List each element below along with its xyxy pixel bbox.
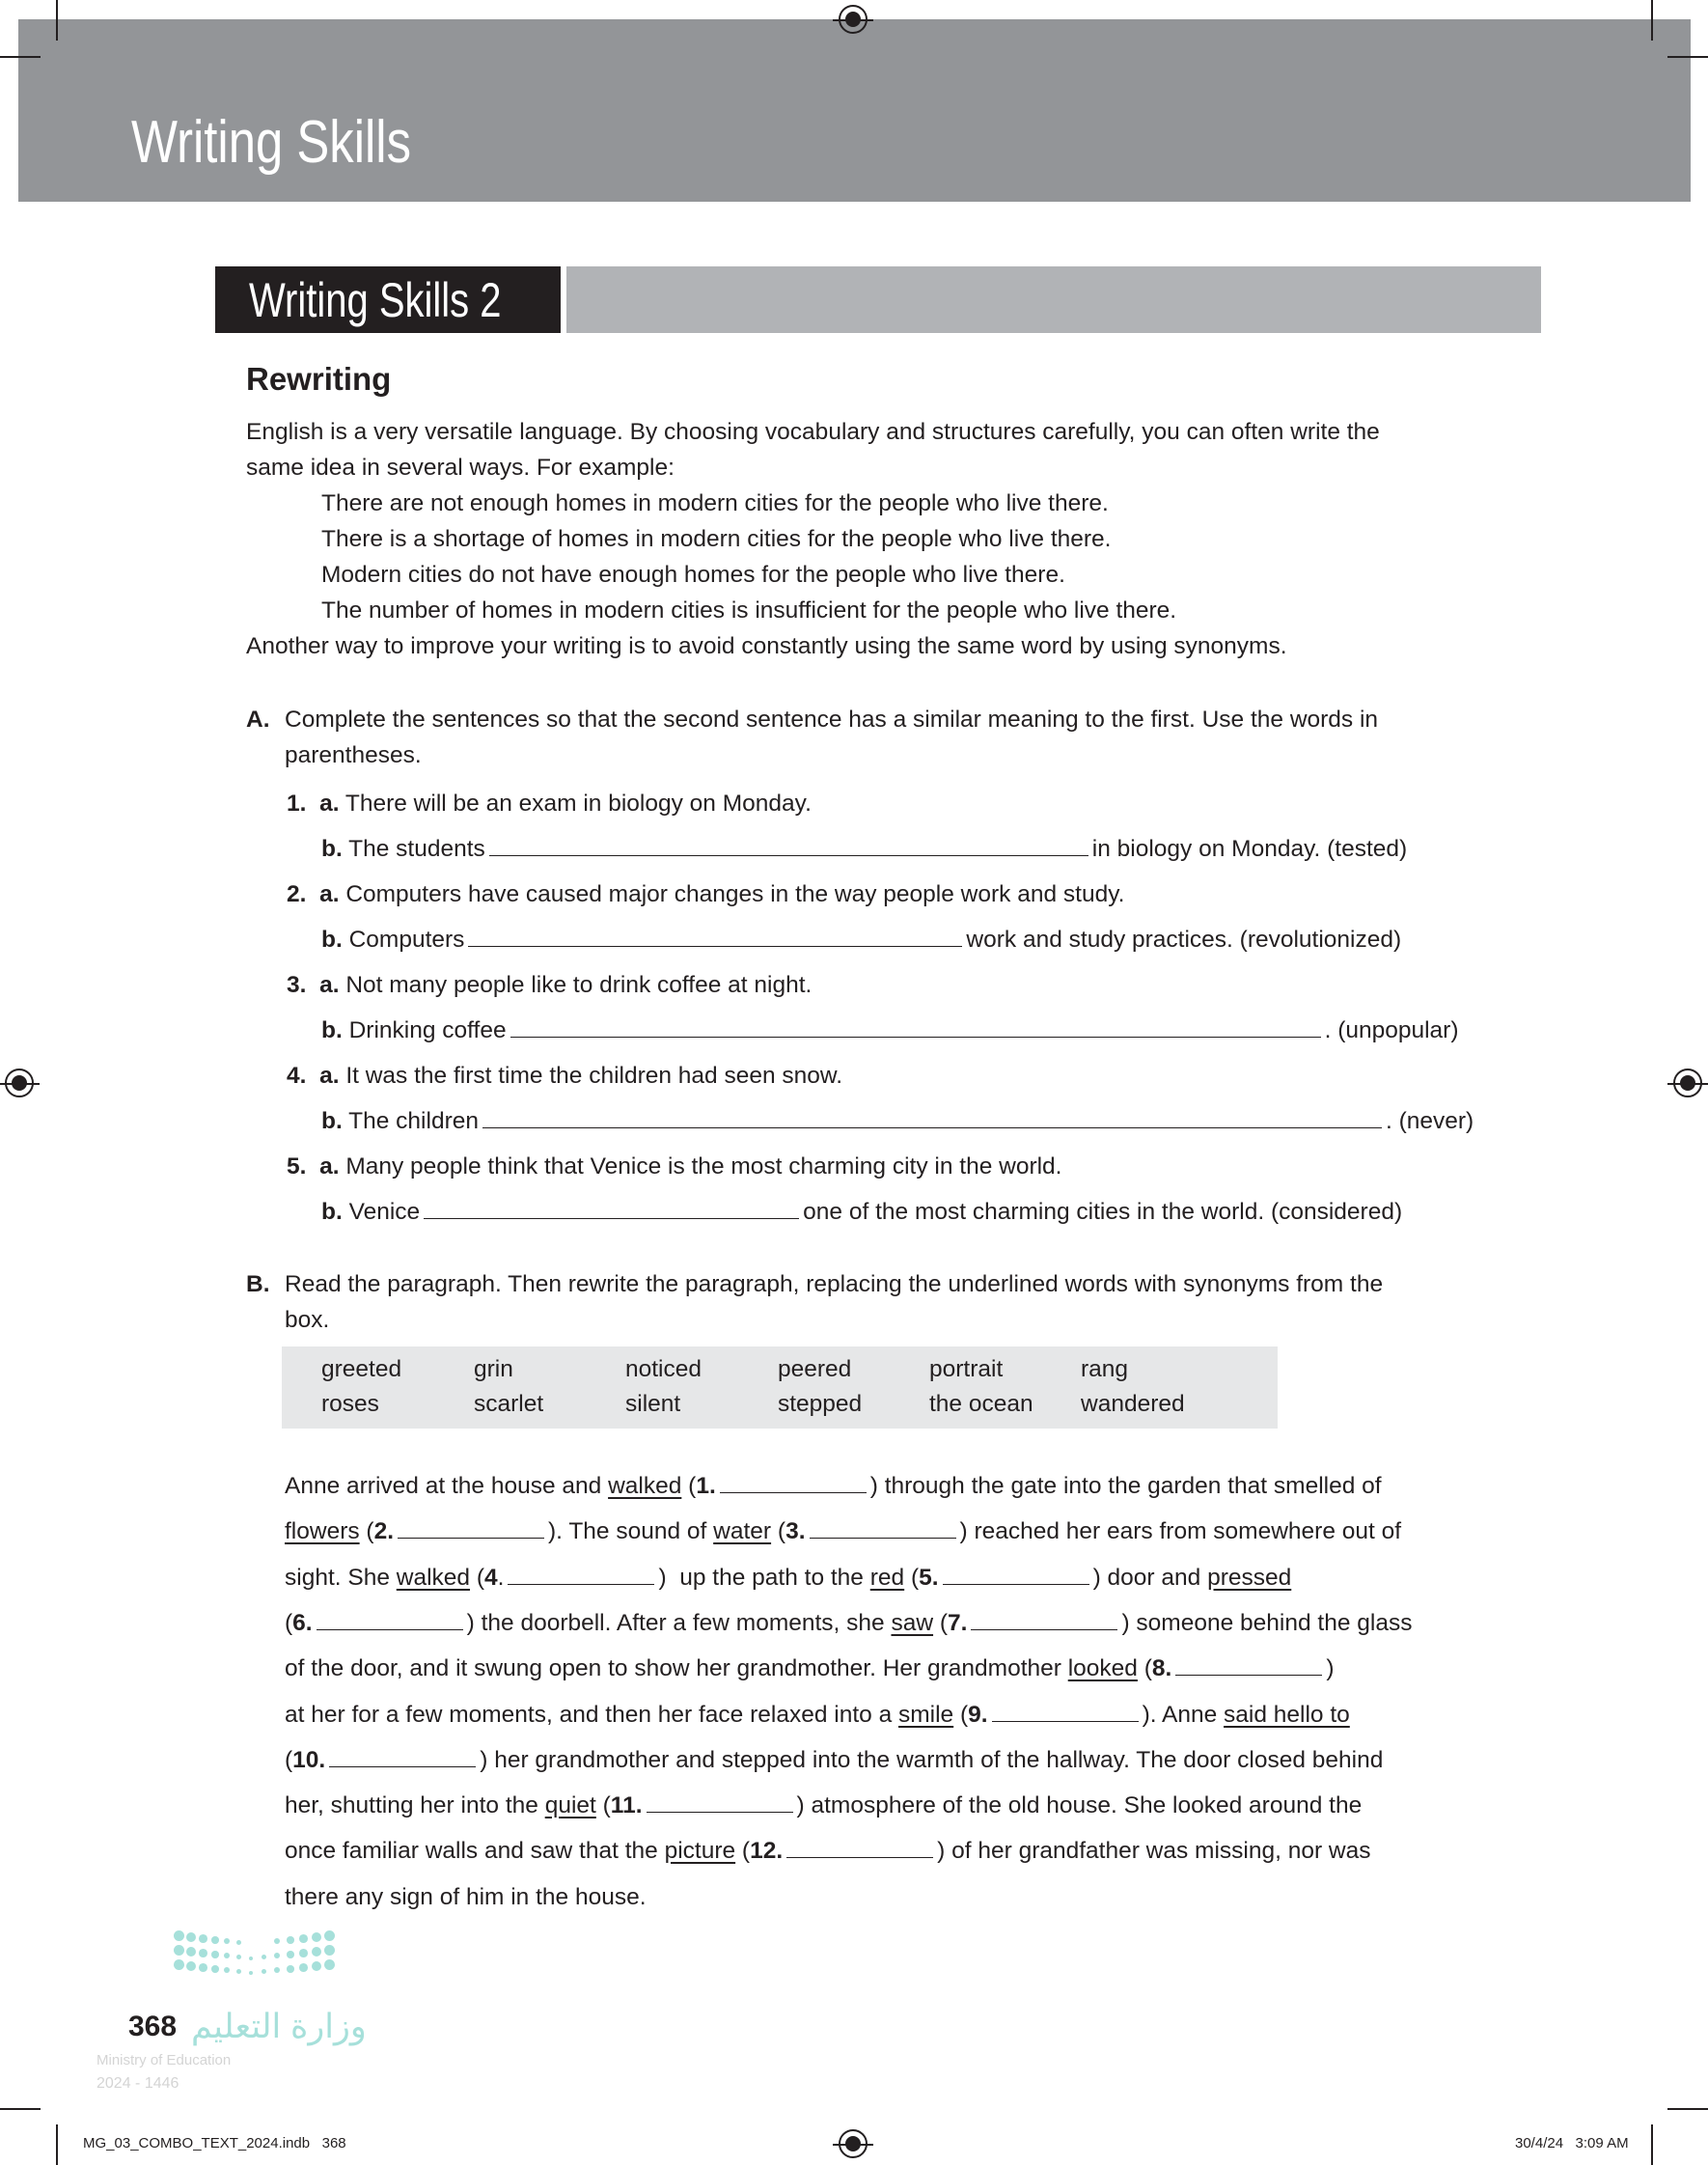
blank-number: 7. <box>948 1609 968 1636</box>
item-number: 1. <box>287 791 307 817</box>
logo-dot <box>174 1945 184 1956</box>
paragraph-line <box>285 1654 1335 1683</box>
paragraph-text: at her for a few moments, and then her face relaxed into a <box>285 1701 898 1728</box>
logo-dot <box>174 1930 184 1941</box>
logo-dot <box>262 1969 266 1974</box>
word-box-item: scarlet <box>474 1391 544 1417</box>
paragraph-text: ) of her grandfather was missing, nor was <box>937 1838 1371 1865</box>
logo-dot <box>186 1932 196 1942</box>
paragraph-line <box>285 1564 1291 1593</box>
example-sentence: Modern cities do not have enough homes for the people who live there. <box>321 562 1065 588</box>
underlined-word: walked <box>396 1564 471 1591</box>
word-box-item: roses <box>321 1391 379 1417</box>
logo-year: 2024 - 1446 <box>96 2075 179 2092</box>
answer-blank[interactable] <box>510 1016 1321 1038</box>
label-a: a. <box>319 881 340 907</box>
blank-number: 1. <box>696 1473 716 1499</box>
item-number: 5. <box>287 1153 307 1180</box>
paragraph-line <box>285 1791 1362 1820</box>
crop-mark <box>1667 56 1708 58</box>
item-line-a <box>287 971 812 1000</box>
logo-dot <box>174 1959 184 1970</box>
paragraph-text: once familiar walls and saw that the <box>285 1838 665 1865</box>
item-line-a <box>287 880 1124 909</box>
example-sentence: There are not enough homes in modern cities for the people who live there. <box>321 490 1109 516</box>
label-b: b. <box>321 927 343 953</box>
label-a: a. <box>319 791 340 817</box>
exercise-a-letter: A. <box>246 707 270 733</box>
answer-blank[interactable] <box>971 1609 1117 1630</box>
paragraph-text: ( <box>953 1701 969 1728</box>
ministry-logo-icon <box>174 1930 347 1988</box>
registration-mark-icon <box>839 5 868 34</box>
paragraph-text: ) someone behind the glass <box>1121 1609 1413 1636</box>
blank-number: 10. <box>292 1746 326 1773</box>
section-bar <box>566 266 1541 333</box>
page-number: 368 <box>128 2011 178 2042</box>
word-box-item: the ocean <box>929 1391 1033 1417</box>
word-box-item: silent <box>625 1391 681 1417</box>
registration-mark-icon <box>839 2129 868 2158</box>
crop-mark <box>0 2108 41 2110</box>
logo-dot <box>199 1963 207 1972</box>
paragraph-text: ( <box>285 1609 293 1636</box>
logo-dot <box>287 1936 294 1944</box>
paragraph-text: ) <box>1326 1655 1335 1682</box>
logo-dot <box>224 1953 230 1958</box>
paragraph-text: ) reached her ears from somewhere out of <box>959 1518 1402 1545</box>
example-sentence: There is a shortage of homes in modern cities for the people who live there. <box>321 526 1112 552</box>
paragraph-text: ). The sound of <box>548 1518 714 1545</box>
answer-blank[interactable] <box>786 1837 933 1858</box>
paragraph-text: ) atmosphere of the old house. She looked around the <box>796 1792 1363 1819</box>
paragraph-text: ) her grandmother and stepped into the warmth of the hallway. The door closed behind <box>480 1746 1384 1773</box>
sentence-b-end: one of the most charming cities in the world. (considered) <box>803 1199 1403 1225</box>
item-number: 2. <box>287 881 307 907</box>
underlined-word: said hello to <box>1224 1701 1350 1728</box>
paragraph-text: ( <box>904 1564 920 1591</box>
intro-closing: Another way to improve your writing is to avoid constantly using the same word by using synonyms. <box>246 633 1287 659</box>
paragraph-text: ). Anne <box>1142 1701 1225 1728</box>
paragraph-line <box>285 1746 1383 1775</box>
sentence-b-start: Drinking coffee <box>348 1017 507 1043</box>
word-box-item: grin <box>474 1356 513 1382</box>
intro-line: English is a very versatile language. By choosing vocabulary and structures carefully, you can often write the <box>246 419 1380 445</box>
sentence-a: There will be an exam in biology on Monday. <box>344 791 812 817</box>
paragraph-text: ( <box>285 1746 293 1773</box>
paragraph-text: sight. She <box>285 1564 397 1591</box>
logo-dot <box>287 1965 294 1973</box>
item-line-b <box>321 926 1401 955</box>
logo-dot <box>262 1955 266 1959</box>
sentence-b-start: Computers <box>348 927 465 953</box>
exercise-b-instructions: Read the paragraph. Then rewrite the paragraph, replacing the underlined words with synonyms from the <box>285 1271 1384 1297</box>
registration-mark-icon <box>1673 1069 1702 1097</box>
intro-line: same idea in several ways. For example: <box>246 455 675 481</box>
logo-dot <box>274 1967 280 1973</box>
paragraph-text: ( <box>359 1518 374 1545</box>
exercise-b-instructions: box. <box>285 1307 330 1333</box>
label-a: a. <box>319 1063 340 1089</box>
logo-dot <box>211 1965 219 1973</box>
sentence-a: Not many people like to drink coffee at night. <box>345 972 813 998</box>
blank-number: 5. <box>919 1564 939 1591</box>
answer-blank[interactable] <box>489 835 1088 856</box>
exercise-b-letter: B. <box>246 1271 270 1297</box>
item-line-a <box>287 1062 842 1091</box>
answer-blank[interactable] <box>810 1517 956 1539</box>
paragraph-line <box>285 1472 1382 1501</box>
file-slug: MG_03_COMBO_TEXT_2024.indb 368 <box>83 2135 346 2151</box>
underlined-word: saw <box>891 1609 934 1636</box>
word-box-item: portrait <box>929 1356 1004 1382</box>
underlined-word: smile <box>898 1701 954 1728</box>
answer-blank[interactable] <box>317 1609 463 1630</box>
label-b: b. <box>321 1199 343 1225</box>
logo-dot <box>211 1951 219 1958</box>
sentence-a: Computers have caused major changes in the way people work and study. <box>345 881 1125 907</box>
label-a: a. <box>319 1153 340 1180</box>
paragraph-text: ) up the path to the <box>658 1564 870 1591</box>
answer-blank[interactable] <box>398 1517 544 1539</box>
blank-number: 9. <box>968 1701 988 1728</box>
word-box-item: greeted <box>321 1356 402 1382</box>
blank-number: 3. <box>785 1518 806 1545</box>
item-number: 3. <box>287 972 307 998</box>
paragraph-text: . <box>497 1564 505 1591</box>
paragraph-text: ( <box>933 1609 949 1636</box>
example-sentence: The number of homes in modern cities is insufficient for the people who live there. <box>321 597 1177 624</box>
logo-dot <box>274 1953 280 1958</box>
crop-mark <box>56 0 58 41</box>
underlined-word: pressed <box>1207 1564 1292 1591</box>
blank-number: 2. <box>373 1518 395 1545</box>
sentence-b-start: The students <box>348 836 485 862</box>
item-line-a <box>287 1152 1062 1181</box>
answer-blank[interactable] <box>992 1701 1139 1722</box>
exercise-a-instructions: parentheses. <box>285 742 422 768</box>
sentence-b-start: The children <box>348 1108 479 1134</box>
word-box-item: noticed <box>625 1356 702 1382</box>
sentence-a: Many people think that Venice is the most charming city in the world. <box>345 1153 1062 1180</box>
paragraph-text: ( <box>771 1518 786 1545</box>
item-line-b <box>321 835 1407 864</box>
underlined-word: looked <box>1067 1655 1138 1682</box>
answer-blank[interactable] <box>329 1746 476 1767</box>
crop-mark <box>0 56 41 58</box>
answer-blank[interactable] <box>468 926 962 947</box>
sentence-b-end: . (never) <box>1385 1108 1474 1134</box>
crop-mark <box>1651 2124 1653 2165</box>
sentence-a: It was the first time the children had seen snow. <box>345 1063 843 1089</box>
paragraph-text: ( <box>595 1792 611 1819</box>
blank-number: 11. <box>610 1792 643 1819</box>
sentence-b-start: Venice <box>348 1199 421 1225</box>
word-box-item: stepped <box>778 1391 863 1417</box>
underlined-word: walked <box>608 1473 682 1499</box>
underlined-word: quiet <box>544 1792 596 1819</box>
answer-blank[interactable] <box>647 1791 793 1813</box>
logo-dot <box>236 1969 241 1974</box>
paragraph-text: of the door, and it swung open to show her grandmother. Her grandmother <box>285 1655 1068 1682</box>
blank-number: 4 <box>484 1564 498 1591</box>
logo-dot <box>274 1938 280 1944</box>
paragraph-text: ) door and <box>1092 1564 1208 1591</box>
item-line-b <box>321 1198 1402 1227</box>
logo-arabic: وزارة التعليم <box>191 2008 367 2045</box>
item-line-a <box>287 790 812 819</box>
underlined-word: flowers <box>285 1518 360 1545</box>
logo-dot <box>287 1951 294 1958</box>
print-date: 30/4/24 3:09 AM <box>1515 2135 1629 2151</box>
answer-blank[interactable] <box>482 1107 1382 1128</box>
logo-dot <box>199 1949 207 1957</box>
logo-dot <box>312 1961 321 1971</box>
item-line-b <box>321 1016 1459 1045</box>
logo-dot <box>211 1936 219 1944</box>
sentence-b-end: work and study practices. (revolutionized) <box>966 927 1402 953</box>
answer-blank[interactable] <box>424 1198 799 1219</box>
answer-blank[interactable] <box>720 1472 867 1493</box>
underlined-word: picture <box>664 1838 736 1865</box>
crop-mark <box>1651 0 1653 41</box>
paragraph-text: ) the doorbell. After a few moments, she <box>466 1609 892 1636</box>
word-box-item: wandered <box>1081 1391 1185 1417</box>
paragraph-line <box>285 1883 647 1912</box>
exercise-a-instructions: Complete the sentences so that the second sentence has a similar meaning to the first. Use the words in <box>285 707 1379 733</box>
paragraph-text: her, shutting her into the <box>285 1792 545 1819</box>
logo-english: Ministry of Education <box>96 2052 232 2068</box>
section-heading: Rewriting <box>246 361 392 397</box>
word-box-item: peered <box>778 1356 852 1382</box>
answer-blank[interactable] <box>943 1564 1089 1585</box>
paragraph-line <box>285 1517 1401 1546</box>
logo-dot <box>299 1934 308 1943</box>
blank-number: 6. <box>292 1609 313 1636</box>
paragraph-text: ) through the gate into the garden that smelled of <box>869 1473 1382 1499</box>
underlined-word: red <box>869 1564 905 1591</box>
logo-dot <box>299 1949 308 1957</box>
page-title: Writing Skills <box>131 109 412 176</box>
paragraph-text: Anne arrived at the house and <box>285 1473 609 1499</box>
item-line-b <box>321 1107 1474 1136</box>
underlined-word: water <box>713 1518 772 1545</box>
label-b: b. <box>321 1108 343 1134</box>
answer-blank[interactable] <box>508 1564 654 1585</box>
word-box-item: rang <box>1081 1356 1129 1382</box>
logo-dot <box>224 1967 230 1973</box>
sentence-b-end: . (unpopular) <box>1324 1017 1459 1043</box>
logo-dot <box>236 1955 241 1959</box>
paragraph-text: ( <box>470 1564 484 1591</box>
paragraph-text: ( <box>1137 1655 1152 1682</box>
section-title: Writing Skills 2 <box>249 273 502 327</box>
logo-dot <box>324 1945 335 1956</box>
paragraph-line <box>285 1837 1371 1866</box>
sentence-b-end: in biology on Monday. (tested) <box>1091 836 1408 862</box>
crop-mark <box>56 2124 58 2165</box>
answer-blank[interactable] <box>1175 1654 1322 1676</box>
label-b: b. <box>321 836 343 862</box>
logo-dot <box>312 1947 321 1957</box>
crop-mark <box>1667 2108 1708 2110</box>
item-number: 4. <box>287 1063 307 1089</box>
logo-dot <box>186 1947 196 1957</box>
logo-dot <box>324 1930 335 1941</box>
label-b: b. <box>321 1017 343 1043</box>
registration-mark-icon <box>5 1069 34 1097</box>
paragraph-text: there any sign of him in the house. <box>285 1883 647 1910</box>
paragraph-line <box>285 1609 1412 1638</box>
label-a: a. <box>319 972 340 998</box>
paragraph-text: ( <box>735 1838 751 1865</box>
paragraph-text: ( <box>681 1473 697 1499</box>
logo-dot <box>299 1963 308 1972</box>
logo-dot <box>312 1932 321 1942</box>
blank-number: 8. <box>1151 1655 1172 1682</box>
logo-dot <box>324 1959 335 1970</box>
logo-dot <box>236 1940 241 1945</box>
logo-dot <box>224 1938 230 1944</box>
blank-number: 12. <box>750 1838 784 1865</box>
logo-dot <box>249 1971 253 1975</box>
paragraph-line <box>285 1701 1350 1730</box>
logo-dot <box>249 1957 253 1960</box>
logo-dot <box>186 1961 196 1971</box>
logo-dot <box>199 1934 207 1943</box>
